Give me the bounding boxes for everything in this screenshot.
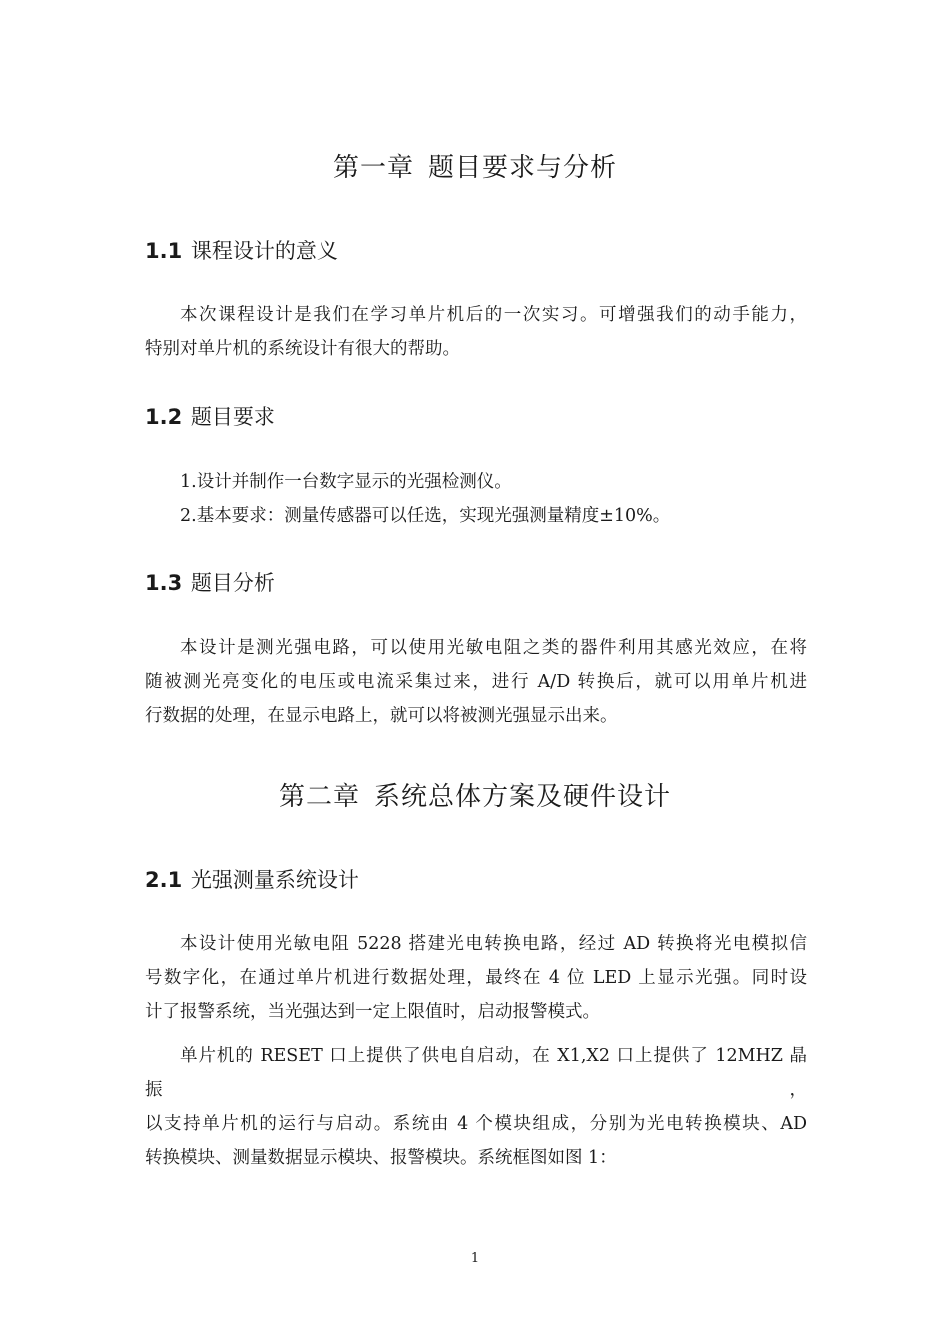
- section-2-1-number: 2.1: [145, 868, 183, 892]
- chapter-2-heading: [0, 776, 950, 813]
- paragraph-line: 以支持单片机的运行与启动。系统由 4 个模块组成，分别为光电转换模块、AD: [145, 1114, 807, 1134]
- chapter-1-title: 题目要求与分析: [428, 153, 618, 183]
- section-1-3-number: 1.3: [145, 571, 183, 595]
- section-1-1-heading: [145, 235, 338, 265]
- chapter-1-number: 第一章: [332, 153, 414, 183]
- chapter-2-title: 系统总体方案及硬件设计: [374, 782, 672, 812]
- paragraph-line: 计了报警系统，当光强达到一定上限值时，启动报警模式。: [145, 1002, 600, 1022]
- section-1-2-list: [145, 465, 807, 533]
- page-number: 1: [470, 1251, 480, 1266]
- paragraph-line: 特别对单片机的系统设计有很大的帮助。: [145, 339, 460, 359]
- paragraph-line: 单片机的 RESET 口上提供了供电自启动，在 X1,X2 口上提供了 12MHZ 晶振，: [145, 1046, 807, 1100]
- paragraph-line: 转换模块、测量数据显示模块、报警模块。系统框图如图 1：: [145, 1148, 617, 1168]
- chapter-1-heading: [0, 147, 950, 184]
- section-1-1-paragraph: [145, 298, 807, 366]
- paragraph-line: 行数据的处理，在显示电路上，就可以将被测光强显示出来。: [145, 706, 618, 726]
- section-1-2-number: 1.2: [145, 405, 183, 429]
- chapter-2-number: 第二章: [278, 782, 360, 812]
- section-2-1-paragraph-2: [145, 1039, 807, 1175]
- requirement-item-1: 1.设计并制作一台数字显示的光强检测仪。: [180, 472, 512, 492]
- section-1-2-heading: [145, 401, 275, 431]
- requirement-item-2: 2.基本要求：测量传感器可以任选，实现光强测量精度±10%。: [180, 506, 671, 526]
- section-1-2-title: 题目要求: [190, 405, 275, 429]
- paragraph-line: 本次课程设计是我们在学习单片机后的一次实习。可增强我们的动手能力，: [180, 305, 807, 325]
- section-1-3-heading: [145, 567, 275, 597]
- section-1-3-title: 题目分析: [190, 571, 275, 595]
- section-1-3-paragraph: [145, 631, 807, 733]
- paragraph-line: 本设计是测光强电路，可以使用光敏电阻之类的器件利用其感光效应，在将: [180, 638, 807, 658]
- paragraph-line: 号数字化，在通过单片机进行数据处理，最终在 4 位 LED 上显示光强。同时设: [145, 968, 807, 988]
- section-2-1-title: 光强测量系统设计: [190, 868, 359, 892]
- section-1-1-number: 1.1: [145, 239, 183, 263]
- section-2-1-heading: [145, 864, 359, 894]
- section-2-1-paragraph-1: [145, 927, 807, 1029]
- section-1-1-title: 课程设计的意义: [190, 239, 338, 263]
- paragraph-line: 本设计使用光敏电阻 5228 搭建光电转换电路，经过 AD 转换将光电模拟信: [180, 934, 807, 954]
- paragraph-line: 随被测光亮变化的电压或电流采集过来，进行 A/D 转换后，就可以用单片机进: [145, 672, 807, 692]
